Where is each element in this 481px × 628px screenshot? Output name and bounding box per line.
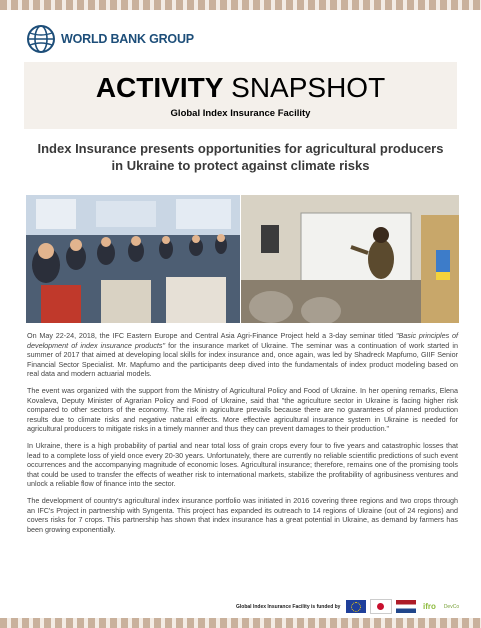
presenter-at-whiteboard-photo xyxy=(241,195,459,323)
snapshot-title-bold: ACTIVITY xyxy=(95,72,224,103)
leaf-logo-icon: ifro xyxy=(423,602,436,611)
netherlands-flag-icon xyxy=(396,600,416,613)
world-bank-logo xyxy=(26,24,194,54)
snapshot-title-light: SNAPSHOT xyxy=(231,72,386,103)
activity-snapshot-banner xyxy=(24,62,457,129)
bottom-decorative-band xyxy=(0,618,481,628)
sdg-logo-icon: DevCo xyxy=(443,603,460,610)
seminar-title: "Basic principles of development of index insurance products" xyxy=(27,331,458,350)
paragraph-1-part-b: for the insurance market of Ukraine. The seminar was a continuation of work started in summer of 2017 that aimed at developing local skills for index insurance and, once again, was led by Shadreck Mapfumo, GIIF Senior Financial Sector Specialist. Mr. Mapfumo and the participants deep dived into the fundamentals of index product modeling based on real data and modern actuarial models. xyxy=(27,340,458,379)
paragraph-1 xyxy=(27,331,458,379)
seminar-audience-photo xyxy=(26,195,240,323)
eu-flag-icon xyxy=(346,600,366,613)
paragraph-1-part-a: On May 22-24, 2018, the IFC Eastern Europe and Central Asia Agri-Finance Project held a 3-day seminar titled xyxy=(27,331,396,340)
snapshot-title xyxy=(24,72,457,104)
paragraph-3: In Ukraine, there is a high probability of partial and near total loss of grain crops every four to five years and catastrophic losses that lead to a complete loss of yield once every 20-30 years. Unfortunately, there are currently no reliable scientific predictions of such event occurrences and the accompanying magnitude of economic loses. Agricultural insurance; therefore, remains one of the promising tools that could be used to transfer the effects of weather risk to international markets, stabilize the profitability of agribusiness ventures and unlock a reliable flow of finance into the sector. xyxy=(27,440,458,489)
funded-by-label: Global Index Insurance Facility is funded by xyxy=(236,603,341,610)
snapshot-subtitle: Global Index Insurance Facility xyxy=(170,108,311,119)
globe-icon xyxy=(26,24,56,54)
top-decorative-band xyxy=(0,0,481,10)
paragraph-4: The development of country's agricultural index insurance portfolio was initiated in 2016 covering three regions and two crops through an IFC's Project in partnership with Syngenta. This project has expanded its outreach to 14 regions of Ukraine (out of 24 regions) and covers risks for 7 crops. This partnership has shown that index insurance has a great potential in Ukraine, as demand by farmers has been growing exponentially. xyxy=(27,495,458,534)
brand-name: WORLD BANK GROUP xyxy=(61,32,194,46)
article-headline: Index Insurance presents opportunities for agricultural producers in Ukraine to protect against climate risks xyxy=(37,141,444,173)
paragraph-2: The event was organized with the support from the Ministry of Agricultural Policy and Food of Ukraine. In her opening remarks, Elena Kovaleva, Deputy Minister of Agrarian Policy and Food of Ukraine, said that "the agriculture sector in Ukraine is facing higher risk compared to other sectors of the economy. The risk in agriculture prevails because there are no guarantees of planned production results due to climate risks and negative natural effects. More effective agricultural insurance system in Ukraine is needed for agricultural producers to mitigate risks in a timely manner and thus they can prevent damages to their production." xyxy=(27,385,458,434)
article-body xyxy=(27,331,458,541)
japan-flag-icon xyxy=(370,599,392,614)
funders-footer xyxy=(236,599,464,614)
